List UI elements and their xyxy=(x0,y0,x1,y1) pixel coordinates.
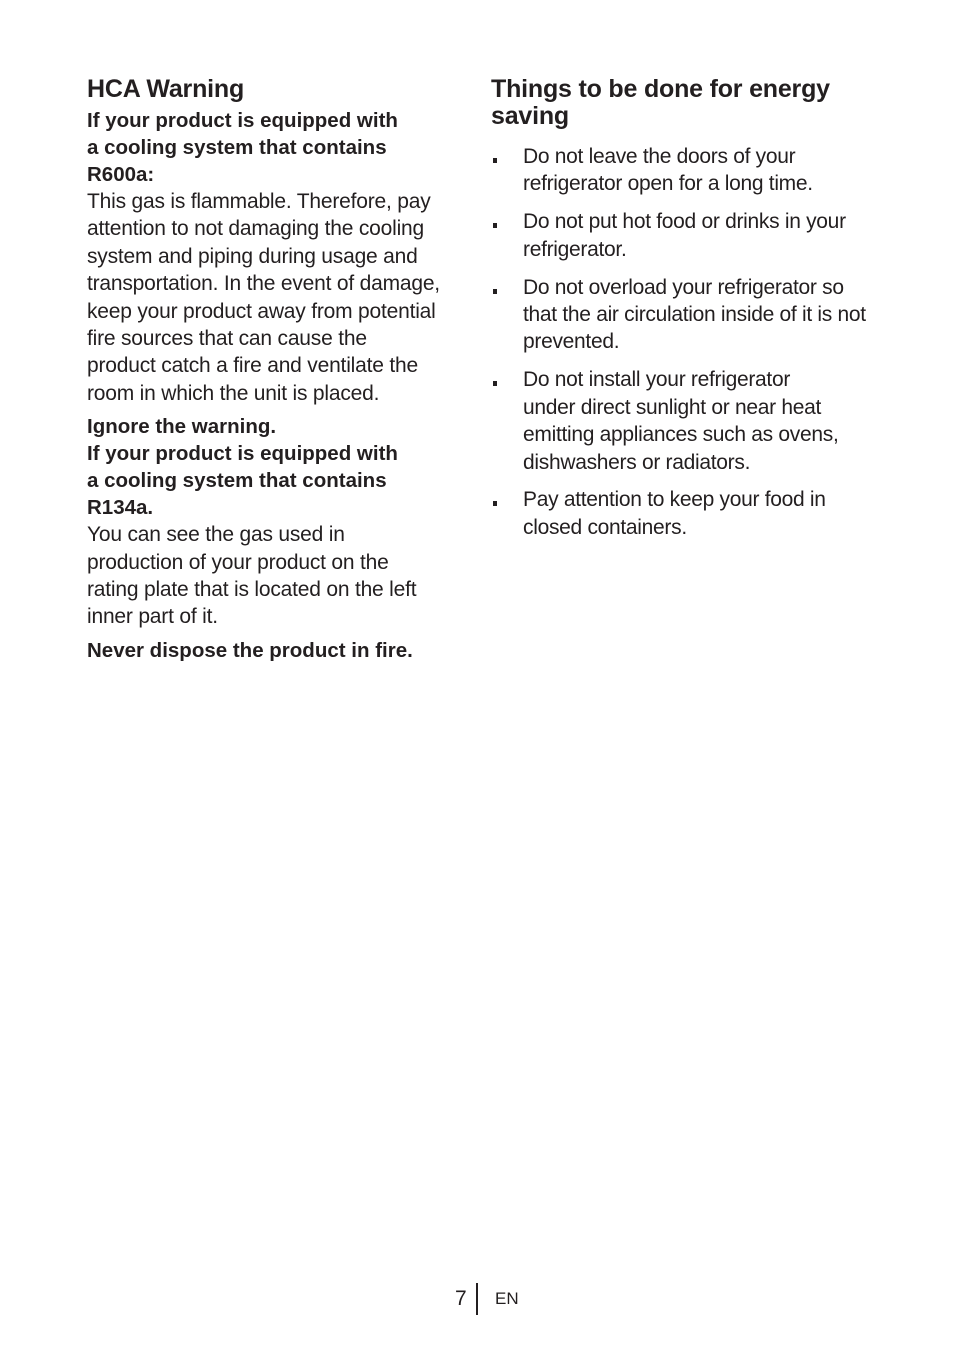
page-number: 7 xyxy=(455,1287,467,1310)
list-item-text: Do not put hot food or drinks in your refrigerator. xyxy=(523,210,846,261)
list-item xyxy=(491,274,881,356)
list-item xyxy=(491,366,881,476)
list-item xyxy=(491,208,881,263)
page-footer xyxy=(0,1285,954,1315)
bullet-icon xyxy=(493,158,497,163)
list-item xyxy=(491,143,881,198)
list-item-text: Do not overload your refrigerator so that the air circulation inside of it is not prevented. xyxy=(523,275,866,354)
bullet-icon xyxy=(493,381,497,386)
energy-saving-heading: Things to be done for energy saving xyxy=(491,75,830,130)
hca-warning-heading: HCA Warning xyxy=(87,75,245,103)
energy-saving-section xyxy=(491,76,881,552)
list-item xyxy=(491,486,881,541)
r134a-subheading: Ignore the warning. If your product is equipped with a cooling system that contains R134a. xyxy=(87,415,398,520)
energy-saving-list xyxy=(491,143,881,541)
r600a-subheading: If your product is equipped with a cooling system that contains R600a: xyxy=(87,109,398,186)
hca-warning-section xyxy=(87,76,471,664)
list-item-text: Do not install your refrigerator under direct sunlight or near heat emitting appliances such as ovens, dishwashers or radiators. xyxy=(523,368,839,474)
r600a-paragraph: This gas is flammable. Therefore, pay attention to not damaging the cooling system and piping during usage and transportation. In the event of damage, keep your product away from potential fire sources that can cause the product catch a fire and ventilate the room in which the unit is placed. xyxy=(87,190,440,405)
bullet-icon xyxy=(493,289,497,294)
list-item-text: Pay attention to keep your food in closed containers. xyxy=(523,488,826,539)
language-code: EN xyxy=(495,1289,519,1308)
bullet-icon xyxy=(493,501,497,506)
list-item-text: Do not leave the doors of your refrigerator open for a long time. xyxy=(523,145,813,196)
footer-divider xyxy=(476,1283,478,1315)
never-dispose-warning: Never dispose the product in fire. xyxy=(87,638,413,662)
bullet-icon xyxy=(493,223,497,228)
r134a-paragraph: You can see the gas used in production of your product on the rating plate that is located on the left inner part of it. xyxy=(87,523,417,629)
